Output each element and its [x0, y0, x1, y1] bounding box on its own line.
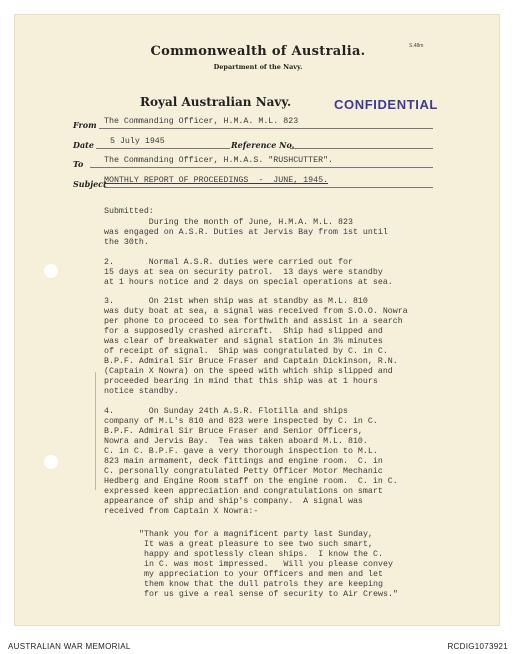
paragraph-2-line: at 1 hours notice and 2 days on special operations at sea. — [104, 278, 393, 287]
date-label: Date — [73, 140, 94, 150]
paragraph-3-line: per phone to proceed to sea forthwith and assist in a search — [104, 317, 403, 326]
paragraph-4-line: C. personally congratulated Petty Officer Motor Mechanic — [104, 467, 383, 476]
quote-line: them know that the dull patrols they are keeping — [139, 580, 383, 589]
paragraph-4-line: expressed keen appreciation and congratulations on smart — [104, 487, 383, 496]
reference-label: Reference No. — [231, 140, 295, 150]
submitted-line: Submitted: — [104, 207, 154, 216]
letterhead-navy: Royal Australian Navy. — [140, 95, 292, 109]
paragraph-3-line: was duty boat at sea, a signal was received from S.O.O. Nowra — [104, 307, 408, 316]
from-label: From — [73, 120, 97, 130]
subject-underline — [104, 187, 433, 188]
paragraph-2-line: 2. Normal A.S.R. duties were carried out for — [104, 258, 353, 267]
confidential-stamp: CONFIDENTIAL — [334, 97, 438, 112]
reference-underline — [290, 148, 433, 149]
to-value: The Commanding Officer, H.M.A.S. "RUSHCUTTER". — [104, 156, 334, 165]
letterhead-department: Department of the Navy. — [213, 63, 303, 71]
date-underline — [96, 148, 230, 149]
paragraph-3-line: for a supposedly crashed aircraft. Ship had slipped and — [104, 327, 383, 336]
punch-hole — [44, 455, 58, 469]
from-value: The Commanding Officer, H.M.A. M.L. 823 — [104, 117, 299, 126]
paragraph-3-line: was clear of breakwater and signal station in 3½ minutes — [104, 337, 383, 346]
paragraph-4-line: 823 main armament, deck fittings and engine room. C. in — [104, 457, 383, 466]
date-value: 5 July 1945 — [110, 137, 165, 146]
paragraph-1-line: the 30th. — [104, 238, 149, 247]
paragraph-1-line: During the month of June, H.M.A. M.L. 823 — [104, 218, 353, 227]
form-number: S.48m — [409, 43, 424, 49]
paragraph-4-line: Nowra and Jervis Bay. Tea was taken aboard M.L. 810. — [104, 437, 368, 446]
paragraph-3-line: of receipt of signal. Ship was congratulated by C. in C. — [104, 347, 388, 356]
to-underline — [90, 167, 433, 168]
quote-line: happy and spotlessly clean ships. I know the C. — [139, 550, 383, 559]
paragraph-4-line: 4. On Sunday 24th A.S.R. Flotilla and ships — [104, 407, 348, 416]
quote-line: my appreciation to your Officers and men and let — [139, 570, 383, 579]
footer-record-id: RCDIG1073921 — [447, 642, 508, 651]
paragraph-4-line: appearance of ship and ship's company. A signal was — [104, 497, 363, 506]
letterhead-commonwealth: Commonwealth of Australia. — [150, 44, 366, 59]
paragraph-3-line: (Captain X Nowra) on the speed with which ship slipped and — [104, 367, 393, 376]
quote-line: in C. was most impressed. Will you please convey — [139, 560, 393, 569]
subject-value: MONTHLY REPORT OF PROCEEDINGS - JUNE, 1945. — [104, 176, 329, 185]
paragraph-4-line: received from Captain X Nowra:- — [104, 507, 259, 516]
paragraph-3-line: notice standby. — [104, 387, 179, 396]
paragraph-3-line: proceeded bearing in mind that this ship was at 1 hours — [104, 377, 378, 386]
to-label: To — [73, 159, 84, 169]
from-underline — [99, 128, 433, 129]
paragraph-1-line: was engaged on A.S.R. Duties at Jervis Bay from 1st until — [104, 228, 388, 237]
margin-mark — [95, 372, 96, 490]
quote-line: for us give a real sense of security to Air Crews." — [139, 590, 398, 599]
punch-hole — [44, 264, 58, 278]
footer-archive-name: AUSTRALIAN WAR MEMORIAL — [8, 642, 131, 651]
paragraph-2-line: 15 days at sea on security patrol. 13 days were standby — [104, 268, 383, 277]
paragraph-4-line: company of M.L's 810 and 823 were inspected by C. in C. — [104, 417, 378, 426]
quote-line: It was a great pleasure to see two such smart, — [139, 540, 374, 549]
quote-line: "Thank you for a magnificent party last Sunday, — [139, 530, 374, 539]
paragraph-3-line: B.P.F. Admiral Sir Bruce Fraser and Captain Dickinson, R.N. — [104, 357, 398, 366]
paragraph-4-line: B.P.F. Admiral Sir Bruce Fraser and Senior Officers, — [104, 427, 363, 436]
paragraph-4-line: C. in C. B.P.F. gave a very thorough inspection to M.L. — [104, 447, 378, 456]
paragraph-4-line: Hedberg and Engine Room staff on the engine room. C. in C. — [104, 477, 398, 486]
subject-label: Subject — [73, 179, 107, 189]
paragraph-3-line: 3. On 21st when ship was at standby as M.L. 810 — [104, 297, 368, 306]
